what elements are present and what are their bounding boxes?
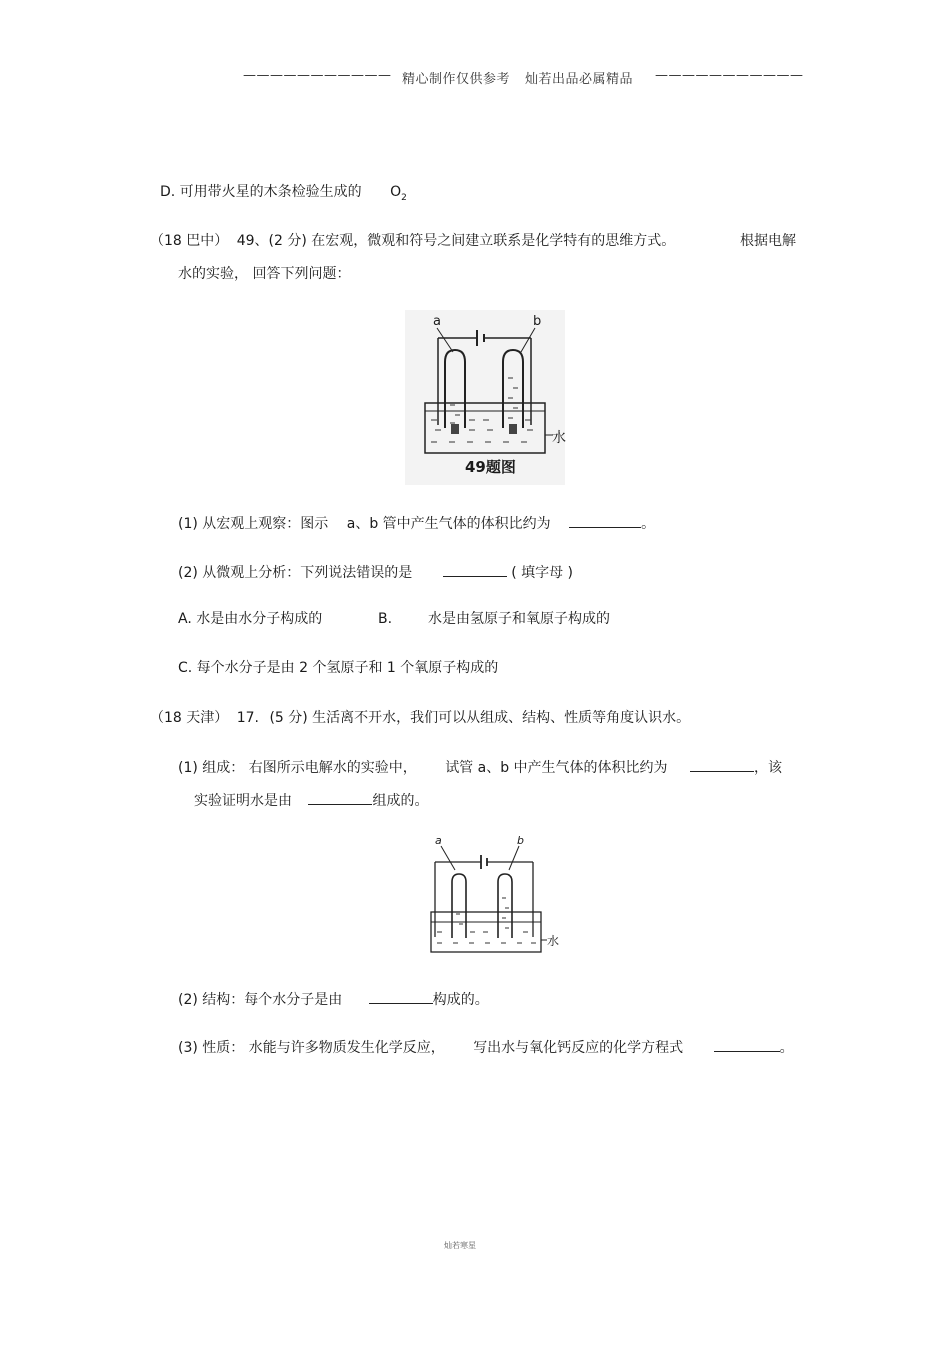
q17-p3 bbox=[178, 1037, 794, 1057]
q49-text-a: 在宏观，微观和符号之间建立联系是化学特有的思维方式。 bbox=[311, 233, 676, 249]
q17-source: （18 天津） bbox=[150, 710, 229, 726]
figure-17-water-label: 水 bbox=[547, 934, 560, 948]
q17-p3-answer-blank[interactable] bbox=[714, 1037, 780, 1052]
q49-source: （18 巴中） bbox=[150, 233, 229, 249]
q49-p1 bbox=[178, 513, 655, 533]
figure-49-label-a: a bbox=[433, 314, 441, 329]
q17-p3-text-a: (3) 性质： 水能与许多物质发生化学反应， bbox=[178, 1040, 445, 1056]
electrolysis-diagram-17 bbox=[425, 832, 560, 960]
figure-17-label-a: a bbox=[435, 834, 442, 847]
q49-p1-end: 。 bbox=[641, 516, 656, 532]
q17-p1-text-a: (1) 组成： 右图所示电解水的实验中， bbox=[178, 760, 417, 776]
q17-p3-text-b: 写出水与氧化钙反应的化学方程式 bbox=[473, 1040, 684, 1056]
option-d-formula-sub: 2 bbox=[401, 192, 407, 203]
q49-p2-end: ( 填字母 ) bbox=[511, 565, 574, 581]
q17-p1-line2 bbox=[194, 790, 428, 810]
q49-p2 bbox=[178, 562, 573, 582]
figure-49-water-label: 水 bbox=[552, 430, 566, 446]
figure-17-label-b: b bbox=[517, 834, 524, 847]
q17-p1-answer-blank-2[interactable] bbox=[308, 790, 372, 805]
q49-p2-answer-blank[interactable] bbox=[443, 562, 507, 577]
q17-p2-answer-blank[interactable] bbox=[369, 989, 433, 1004]
q17-p1-answer-blank-1[interactable] bbox=[690, 757, 754, 772]
option-d-text: D. 可用带火星的木条检验生成的 bbox=[160, 184, 362, 200]
q49-opt-a: A. 水是由水分子构成的 bbox=[178, 611, 323, 627]
q17-p2-text-a: (2) 结构：每个水分子是由 bbox=[178, 992, 343, 1008]
option-d-formula bbox=[390, 184, 407, 203]
q49-p2-text: (2) 从微观上分析：下列说法错误的是 bbox=[178, 565, 413, 581]
q49-p1-answer-blank[interactable] bbox=[569, 513, 641, 528]
figure-17 bbox=[425, 832, 560, 960]
q17-line1 bbox=[150, 709, 690, 727]
q49-opt-b: 水是由氢原子和氧原子构成的 bbox=[428, 611, 610, 627]
figure-49 bbox=[405, 310, 565, 485]
q17-p1-line2-text-a: 实验证明水是由 bbox=[194, 793, 292, 809]
header-rule-left: ——————————— bbox=[243, 68, 392, 83]
q49-p1-text-b: a、b 管中产生气体的体积比约为 bbox=[346, 516, 551, 532]
q49-number: 49、(2 分) bbox=[236, 233, 307, 249]
q49-text-b: 根据电解 bbox=[740, 233, 796, 249]
q49-opt-c: C. 每个水分子是由 2 个氢原子和 1 个氧原子构成的 bbox=[178, 660, 499, 676]
q17-p1-text-c: ，该 bbox=[754, 760, 783, 776]
figure-49-caption: 49题图 bbox=[465, 458, 516, 476]
q17-number: 17. bbox=[236, 710, 259, 726]
header-rule-right: ——————————— bbox=[655, 68, 804, 83]
q17-p1-line2-text-b: 组成的。 bbox=[372, 793, 429, 809]
footer-text: 灿若寒星 bbox=[444, 1241, 476, 1250]
q17-p2-text-b: 构成的。 bbox=[432, 992, 489, 1008]
q49-opt-b-label: B. bbox=[378, 611, 393, 627]
q17-text: 生活离不开水，我们可以从组成、结构、性质等角度认识水。 bbox=[312, 710, 691, 726]
header-text-1: 精心制作仅供参考 bbox=[402, 72, 511, 87]
q17-p1 bbox=[178, 757, 782, 777]
q49-line2: 水的实验， 回答下列问题： bbox=[178, 266, 351, 282]
q49-line1 bbox=[150, 232, 675, 250]
q17-p1-text-b: 试管 a、b 中产生气体的体积比约为 bbox=[445, 760, 668, 776]
header-text-2: 灿若出品必属精品 bbox=[525, 72, 634, 87]
q17-p2 bbox=[178, 989, 489, 1009]
q17-p3-end: 。 bbox=[779, 1040, 794, 1056]
figure-49-label-b: b bbox=[533, 314, 542, 329]
option-d bbox=[160, 183, 407, 207]
q17-score: (5 分) bbox=[269, 710, 308, 726]
q49-p1-text: (1) 从宏观上观察：图示 bbox=[178, 516, 329, 532]
option-d-formula-o: O bbox=[390, 184, 402, 200]
